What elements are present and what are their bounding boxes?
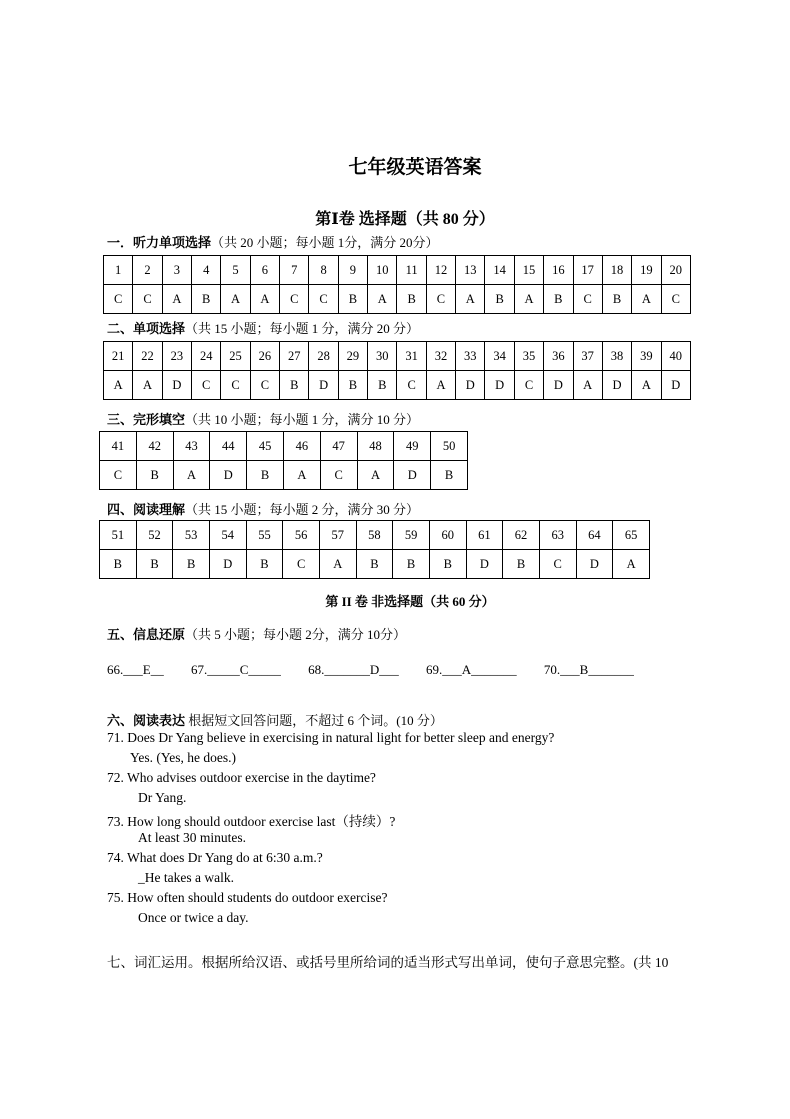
question-number-row: [104, 256, 691, 285]
answer-letter-cell: C: [221, 371, 250, 400]
question-number-cell: 30: [368, 342, 397, 371]
answer-74: _He takes a walk.: [138, 870, 234, 885]
question-number-cell: 18: [602, 256, 631, 285]
answer-letter-cell: B: [100, 550, 137, 579]
question-71: 71. Does Dr Yang believe in exercising in natural light for better sleep and energy?: [107, 730, 555, 745]
question-number-cell: 51: [100, 521, 137, 550]
question-number-cell: 3: [162, 256, 191, 285]
answer-letter-cell: D: [209, 550, 246, 579]
question-number-cell: 54: [209, 521, 246, 550]
question-number-cell: 6: [250, 256, 279, 285]
question-number-cell: 12: [426, 256, 455, 285]
part1-title: 第Ⅰ卷 选择题（共 80 分）: [315, 211, 495, 228]
answer-letter-cell: B: [280, 371, 309, 400]
question-number-cell: 46: [283, 432, 320, 461]
answer-letter-cell: C: [573, 285, 602, 314]
answer-letter-row: [100, 550, 650, 579]
section5-answers: [107, 662, 658, 678]
answer-71: Yes. (Yes, he does.): [130, 750, 237, 765]
section6-heading: [107, 710, 443, 729]
answer-letter-cell: D: [485, 371, 514, 400]
answer-letter-cell: B: [544, 285, 573, 314]
question-number-cell: 60: [429, 521, 466, 550]
question-number-cell: 32: [426, 342, 455, 371]
question-75: 75. How often should students do outdoor exercise?: [107, 890, 388, 905]
answer-letter-cell: D: [309, 371, 338, 400]
question-number-cell: 4: [192, 256, 221, 285]
answer-letter-row: [104, 285, 691, 314]
answer-letter-cell: B: [192, 285, 221, 314]
question-number-cell: 27: [280, 342, 309, 371]
answer-letter-cell: D: [162, 371, 191, 400]
section4-heading: [107, 499, 419, 518]
question-number-cell: 36: [544, 342, 573, 371]
question-number-cell: 55: [246, 521, 283, 550]
answer-letter-cell: B: [397, 285, 426, 314]
question-number-cell: 48: [357, 432, 394, 461]
answer-letter-cell: B: [429, 550, 466, 579]
question-number-cell: 44: [210, 432, 247, 461]
answer-letter-cell: C: [397, 371, 426, 400]
question-number-cell: 13: [456, 256, 485, 285]
question-number-cell: 17: [573, 256, 602, 285]
answer-letter-cell: D: [661, 371, 690, 400]
answer-67: 67._____C_____: [190, 662, 281, 677]
answer-70: 70.___B_______: [543, 662, 634, 677]
section1-heading: [107, 232, 439, 251]
question-74: 74. What does Dr Yang do at 6:30 a.m.?: [107, 850, 323, 865]
question-72: 72. Who advises outdoor exercise in the daytime?: [107, 770, 376, 785]
answer-letter-cell: B: [338, 285, 367, 314]
answer-letter-cell: C: [539, 550, 576, 579]
answer-letter-cell: D: [456, 371, 485, 400]
section1-label: 一．听力单项选择: [107, 235, 212, 250]
answer-letter-cell: B: [393, 550, 430, 579]
question-number-cell: 9: [338, 256, 367, 285]
answer-letter-cell: A: [426, 371, 455, 400]
answer-letter-cell: B: [503, 550, 540, 579]
answer-letter-cell: B: [338, 371, 367, 400]
section7-heading: 七、词汇运用。根据所给汉语、或括号里所给词的适当形式写出单词，使句子意思完整。(共 10: [107, 955, 669, 970]
question-number-cell: 63: [539, 521, 576, 550]
answer-letter-cell: C: [100, 461, 137, 490]
question-number-cell: 24: [192, 342, 221, 371]
answer-letter-cell: A: [632, 371, 661, 400]
section6-info: 根据短文回答问题，不超过 6 个词。(10 分）: [185, 713, 443, 728]
section3-label: 三、完形填空: [107, 412, 186, 427]
question-number-row: [100, 432, 468, 461]
question-number-cell: 41: [100, 432, 137, 461]
answer-75: Once or twice a day.: [138, 910, 249, 925]
question-number-cell: 33: [456, 342, 485, 371]
section3-answer-table: [99, 431, 468, 490]
question-number-cell: 47: [320, 432, 357, 461]
question-number-cell: 11: [397, 256, 426, 285]
question-number-cell: 59: [393, 521, 430, 550]
answer-letter-cell: C: [426, 285, 455, 314]
answer-66: 66.___E__: [107, 662, 164, 677]
question-number-cell: 34: [485, 342, 514, 371]
question-number-cell: 14: [485, 256, 514, 285]
answer-letter-cell: C: [133, 285, 162, 314]
question-number-cell: 62: [503, 521, 540, 550]
section5-label: 五、信息还原: [107, 627, 186, 642]
question-number-cell: 56: [283, 521, 320, 550]
answer-letter-cell: A: [456, 285, 485, 314]
question-number-cell: 15: [514, 256, 543, 285]
question-number-cell: 7: [280, 256, 309, 285]
section1-info: （共 20 小题；每小题 1分，满分 20分）: [211, 235, 439, 250]
answer-letter-cell: A: [133, 371, 162, 400]
answer-letter-cell: D: [576, 550, 613, 579]
question-number-cell: 20: [661, 256, 690, 285]
answer-letter-cell: C: [280, 285, 309, 314]
question-number-cell: 58: [356, 521, 393, 550]
question-number-cell: 29: [338, 342, 367, 371]
answer-letter-cell: A: [632, 285, 661, 314]
answer-72: Dr Yang.: [138, 790, 187, 805]
question-number-cell: 53: [173, 521, 210, 550]
part2-title: 第 II 卷 非选择题（共 60 分）: [325, 594, 495, 609]
answer-letter-cell: B: [485, 285, 514, 314]
question-number-cell: 52: [136, 521, 173, 550]
answer-letter-row: [104, 371, 691, 400]
answer-letter-cell: B: [368, 371, 397, 400]
question-number-cell: 65: [613, 521, 650, 550]
answer-letter-cell: B: [136, 550, 173, 579]
answer-letter-cell: A: [319, 550, 356, 579]
question-number-cell: 28: [309, 342, 338, 371]
answer-letter-cell: B: [602, 285, 631, 314]
answer-letter-cell: C: [320, 461, 357, 490]
section2-info: （共 15 小题；每小题 1 分，满分 20 分）: [185, 321, 420, 336]
answer-letter-cell: A: [162, 285, 191, 314]
answer-letter-cell: A: [283, 461, 320, 490]
answer-letter-cell: B: [173, 550, 210, 579]
section6-label: 六、阅读表达: [107, 713, 186, 728]
answer-letter-cell: B: [136, 461, 173, 490]
question-number-cell: 8: [309, 256, 338, 285]
answer-73: At least 30 minutes.: [138, 830, 246, 845]
section2-heading: [107, 318, 419, 337]
section2-label: 二、单项选择: [107, 321, 186, 336]
question-number-cell: 61: [466, 521, 503, 550]
answer-letter-cell: A: [173, 461, 210, 490]
question-number-cell: 31: [397, 342, 426, 371]
answer-letter-cell: C: [104, 285, 133, 314]
question-number-cell: 57: [319, 521, 356, 550]
section1-answer-table: [103, 255, 691, 314]
question-number-cell: 25: [221, 342, 250, 371]
question-number-cell: 40: [661, 342, 690, 371]
answer-letter-cell: C: [661, 285, 690, 314]
question-number-cell: 38: [602, 342, 631, 371]
question-number-cell: 22: [133, 342, 162, 371]
answer-letter-cell: D: [602, 371, 631, 400]
question-number-cell: 39: [632, 342, 661, 371]
answer-letter-cell: D: [544, 371, 573, 400]
answer-letter-cell: A: [613, 550, 650, 579]
section3-info: （共 10 小题；每小题 1 分，满分 10 分）: [185, 412, 420, 427]
answer-letter-cell: C: [514, 371, 543, 400]
answer-letter-cell: A: [514, 285, 543, 314]
section3-heading: [107, 409, 419, 428]
question-number-cell: 64: [576, 521, 613, 550]
question-number-cell: 26: [250, 342, 279, 371]
answer-letter-cell: A: [250, 285, 279, 314]
question-number-cell: 16: [544, 256, 573, 285]
question-number-cell: 43: [173, 432, 210, 461]
page-title: 七年级英语答案: [348, 157, 482, 178]
question-number-row: [104, 342, 691, 371]
section4-info: （共 15 小题；每小题 2 分，满分 30 分）: [185, 502, 420, 517]
question-number-cell: 21: [104, 342, 133, 371]
answer-letter-cell: A: [368, 285, 397, 314]
section2-answer-table: [103, 341, 691, 400]
answer-letter-cell: C: [309, 285, 338, 314]
question-number-cell: 50: [431, 432, 468, 461]
answer-letter-cell: A: [104, 371, 133, 400]
question-number-cell: 19: [632, 256, 661, 285]
question-number-cell: 2: [133, 256, 162, 285]
answer-letter-cell: D: [394, 461, 431, 490]
section5-info: （共 5 小题；每小题 2分，满分 10分）: [185, 627, 407, 642]
answer-letter-cell: C: [283, 550, 320, 579]
section5-heading: [107, 624, 406, 643]
answer-letter-cell: C: [250, 371, 279, 400]
answer-letter-cell: D: [210, 461, 247, 490]
question-number-cell: 45: [247, 432, 284, 461]
question-number-cell: 23: [162, 342, 191, 371]
question-number-row: [100, 521, 650, 550]
answer-letter-cell: B: [247, 461, 284, 490]
answer-letter-cell: A: [221, 285, 250, 314]
answer-letter-cell: D: [466, 550, 503, 579]
section4-answer-table: [99, 520, 650, 579]
question-number-cell: 37: [573, 342, 602, 371]
answer-letter-cell: B: [356, 550, 393, 579]
question-number-cell: 10: [368, 256, 397, 285]
question-number-cell: 49: [394, 432, 431, 461]
answer-69: 69.___A_______: [426, 662, 517, 677]
answer-letter-cell: A: [357, 461, 394, 490]
answer-letter-cell: A: [573, 371, 602, 400]
answer-letter-row: [100, 461, 468, 490]
question-number-cell: 42: [136, 432, 173, 461]
section4-label: 四、阅读理解: [107, 502, 186, 517]
answer-68: 68._______D___: [308, 662, 399, 677]
answer-letter-cell: B: [431, 461, 468, 490]
question-number-cell: 5: [221, 256, 250, 285]
question-73: 73. How long should outdoor exercise last（持续）?: [107, 814, 396, 829]
question-number-cell: 1: [104, 256, 133, 285]
answer-letter-cell: C: [192, 371, 221, 400]
answer-letter-cell: B: [246, 550, 283, 579]
question-number-cell: 35: [514, 342, 543, 371]
